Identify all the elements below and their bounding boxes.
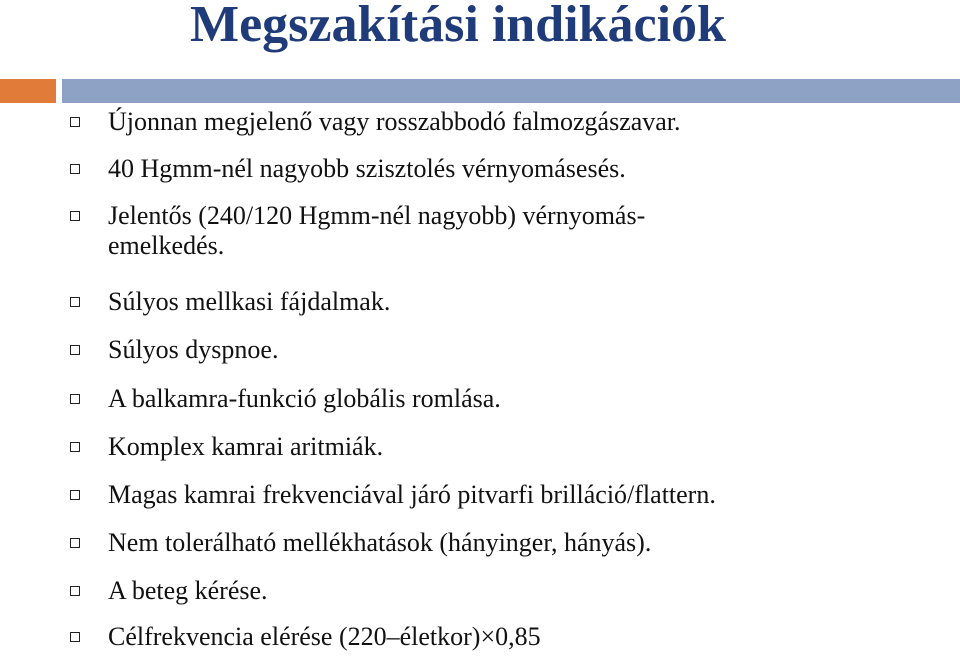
list-item [70, 287, 950, 317]
bullet-text: Újonnan megjelenő vagy rosszabbodó falmozgászavar. [108, 107, 681, 136]
list-item [70, 201, 950, 261]
bullet-text: A beteg kérése. [108, 576, 268, 605]
hollow-square-icon [70, 586, 80, 596]
list-item [70, 528, 950, 558]
bullet-text: Súlyos dyspnoe. [108, 335, 279, 364]
bullet-text: Komplex kamrai aritmiák. [108, 432, 384, 461]
hollow-square-icon [70, 394, 80, 404]
hollow-square-icon [70, 538, 80, 548]
bullet-text: Magas kamrai frekvenciával járó pitvarfi brilláció/flattern. [108, 480, 716, 509]
list-item [70, 480, 950, 510]
bullet-text: A balkamra-funkció globális romlása. [108, 384, 501, 413]
hollow-square-icon [70, 490, 80, 500]
bullet-text: Jelentős (240/120 Hgmm-nél nagyobb) vérnyomás- [108, 201, 646, 230]
bullet-text-continuation: emelkedés. [108, 231, 225, 260]
bullet-text: Súlyos mellkasi fájdalmak. [108, 287, 391, 316]
bullet-text: Nem tolerálható mellékhatások (hányinger, hányás). [108, 528, 652, 557]
list-item [70, 622, 950, 652]
hollow-square-icon [70, 117, 80, 127]
bullet-text: 40 Hgmm-nél nagyobb szisztolés vérnyomásesés. [108, 154, 626, 183]
hollow-square-icon [70, 345, 80, 355]
hollow-square-icon [70, 211, 80, 221]
hollow-square-icon [70, 632, 80, 642]
hollow-square-icon [70, 164, 80, 174]
list-item [70, 107, 950, 137]
list-item [70, 432, 950, 462]
slide-title: Megszakítási indikációk [190, 0, 726, 53]
list-item [70, 384, 950, 414]
bullet-text: Célfrekvencia elérése (220–életkor)×0,85 [108, 622, 541, 651]
hollow-square-icon [70, 297, 80, 307]
hollow-square-icon [70, 442, 80, 452]
list-item [70, 335, 950, 365]
list-item [70, 154, 950, 184]
list-item [70, 576, 950, 606]
